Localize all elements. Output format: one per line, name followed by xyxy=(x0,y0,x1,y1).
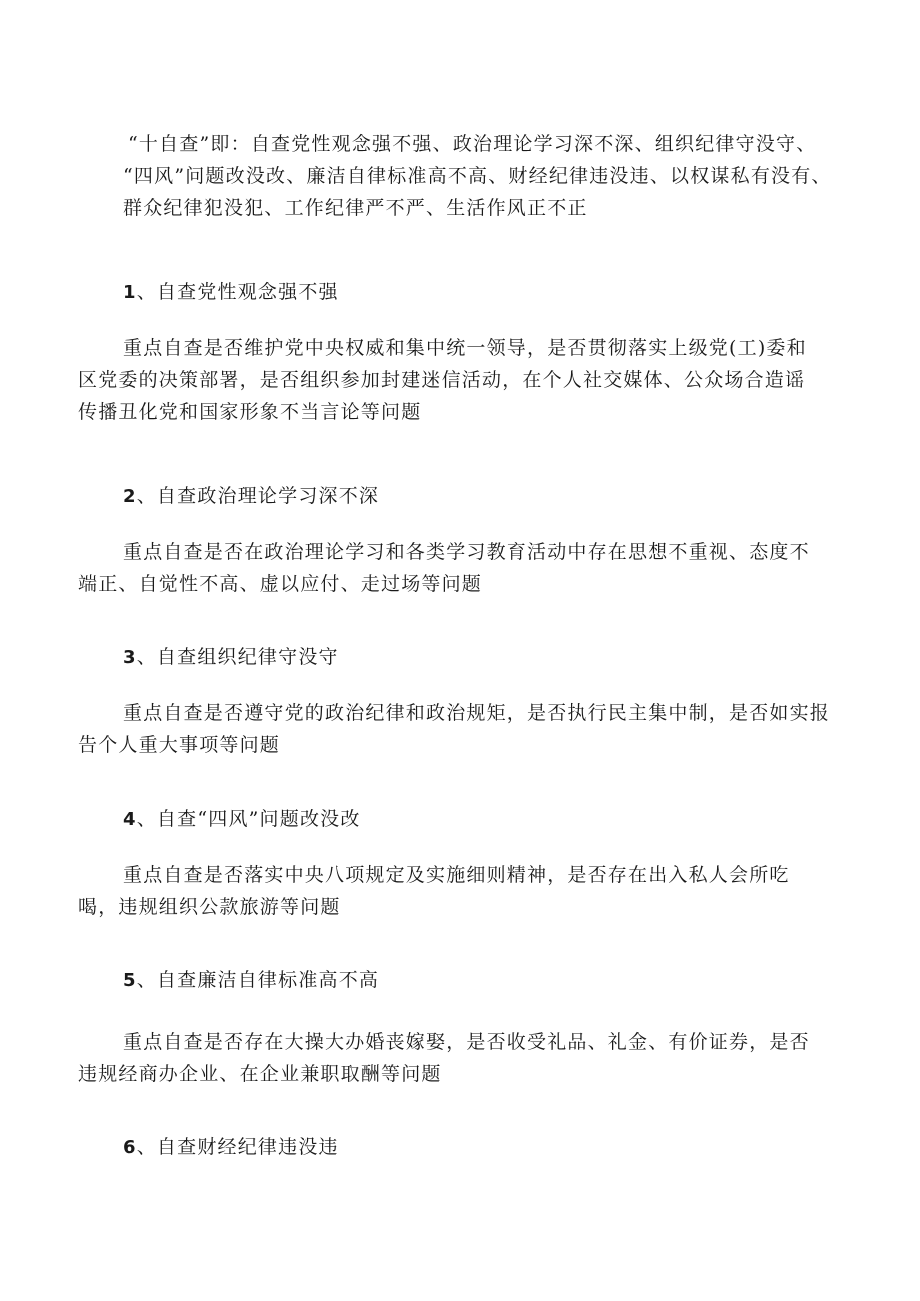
intro-line: 群众纪律犯没犯、工作纪律严不严、生活作风正不正 xyxy=(123,197,588,219)
section-number: 3 xyxy=(123,647,137,668)
body-line: 传播丑化党和国家形象不当言论等问题 xyxy=(78,401,422,423)
body-line: 重点自查是否落实中央八项规定及实施细则精神，是否存在出入私人会所吃 xyxy=(123,864,790,886)
section-number: 5 xyxy=(123,970,137,991)
body-line: 喝，违规组织公款旅游等问题 xyxy=(78,896,341,918)
section-body-5 xyxy=(78,1026,810,1090)
intro-line: “十自查”即：自查党性观念强不强、政治理论学习深不深、组织纪律守没守、 xyxy=(128,133,817,155)
section-number: 4 xyxy=(123,809,137,830)
body-line: 区党委的决策部署，是否组织参加封建迷信活动，在个人社交媒体、公众场合造谣 xyxy=(78,369,806,391)
section-title: 、自查党性观念强不强 xyxy=(136,281,339,303)
body-line: 端正、自觉性不高、虚以应付、走过场等问题 xyxy=(78,573,483,595)
section-heading-4 xyxy=(123,803,361,836)
section-body-3 xyxy=(78,697,831,761)
section-body-1 xyxy=(78,332,807,428)
intro-paragraph xyxy=(123,128,832,224)
section-title: 、自查“四风”问题改没改 xyxy=(136,808,361,830)
section-heading-5 xyxy=(123,964,379,997)
section-number: 2 xyxy=(123,486,137,507)
section-title: 、自查财经纪律违没违 xyxy=(136,1136,339,1158)
section-heading-6 xyxy=(123,1131,339,1164)
body-line: 重点自查是否维护党中央权威和集中统一领导，是否贯彻落实上级党(工)委和 xyxy=(123,337,807,359)
section-heading-1 xyxy=(123,276,339,309)
section-title: 、自查组织纪律守没守 xyxy=(136,646,339,668)
section-title: 、自查廉洁自律标准高不高 xyxy=(136,969,380,991)
section-title: 、自查政治理论学习深不深 xyxy=(136,485,380,507)
section-number: 1 xyxy=(123,282,137,303)
section-number: 6 xyxy=(123,1137,137,1158)
body-line: 违规经商办企业、在企业兼职取酬等问题 xyxy=(78,1063,442,1085)
section-body-4 xyxy=(78,859,790,923)
body-line: 重点自查是否存在大操大办婚丧嫁娶，是否收受礼品、礼金、有价证券，是否 xyxy=(123,1031,810,1053)
body-line: 告个人重大事项等问题 xyxy=(78,734,281,756)
section-heading-3 xyxy=(123,641,339,674)
body-line: 重点自查是否遵守党的政治纪律和政治规矩，是否执行民主集中制，是否如实报 xyxy=(123,702,831,724)
body-line: 重点自查是否在政治理论学习和各类学习教育活动中存在思想不重视、态度不 xyxy=(123,541,810,563)
intro-line: “四风”问题改没改、廉洁自律标准高不高、财经纪律违没违、以权谋私有没有、 xyxy=(123,165,832,187)
section-body-2 xyxy=(78,536,810,600)
section-heading-2 xyxy=(123,480,379,513)
